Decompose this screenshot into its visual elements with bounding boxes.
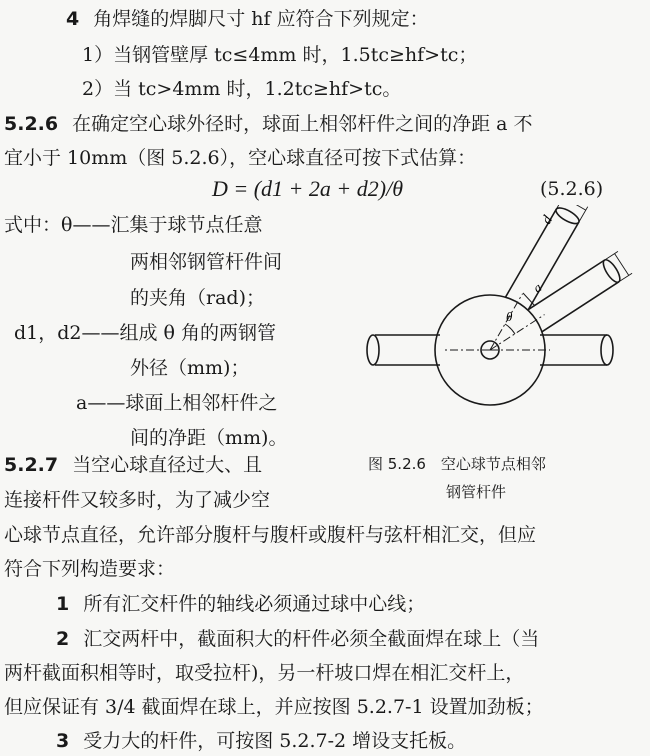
requirement-2-line-2: 两杆截面积相等时，取受拉杆)，另一杆坡口焊在相汇交杆上， bbox=[4, 662, 525, 684]
where-line-7: 间的净距（mm)。 bbox=[130, 427, 288, 449]
requirement-text: 汇交两杆中，截面积大的杆件必须全截面焊在球上（当 bbox=[83, 628, 540, 650]
requirement-number: 2 bbox=[56, 628, 70, 650]
section-5-2-7-line-4: 符合下列构造要求： bbox=[4, 558, 176, 580]
figure-caption-line-1: 图 5.2.6 空心球节点相邻 bbox=[368, 455, 546, 473]
where-line-6: a——球面上相邻杆件之 bbox=[76, 392, 278, 414]
requirement-text: 受力大的杆件，可按图 5.2.7-2 增设支托板。 bbox=[83, 730, 467, 752]
requirement-number: 3 bbox=[56, 730, 70, 752]
clause-4-line bbox=[66, 6, 429, 32]
where-line-4: d1，d2——组成 θ 角的两钢管 bbox=[14, 322, 277, 344]
branch-pipe-1-end bbox=[554, 205, 582, 227]
requirement-2-line-3: 但应保证有 3/4 截面焊在球上，并应按图 5.2.7-1 设置加劲板； bbox=[4, 696, 544, 718]
where-line-2: 两相邻钢管杆件间 bbox=[130, 251, 283, 273]
section-text: 当空心球直径过大、且 bbox=[72, 454, 263, 476]
section-5-2-7-line-2: 连接杆件又较多时，为了减少空 bbox=[4, 489, 271, 511]
section-5-2-7-line-3: 心球节点直径，允许部分腹杆与腹杆或腹杆与弦杆相汇交，但应 bbox=[4, 524, 537, 546]
right-pipe-end bbox=[601, 335, 613, 365]
section-5-2-6-line-2: 宜小于 10mm（图 5.2.6），空心球直径可按下式估算： bbox=[4, 147, 477, 169]
right-pipe bbox=[540, 335, 607, 365]
label-theta: θ bbox=[506, 309, 513, 324]
label-d: d bbox=[539, 213, 556, 227]
requirement-2-line-1 bbox=[56, 626, 539, 652]
figure-caption-line-2: 钢管杆件 bbox=[446, 483, 507, 501]
figure-5-2-6-diagram bbox=[345, 205, 645, 445]
clause-number: 4 bbox=[66, 8, 80, 30]
where-line-3: 的夹角（rad)； bbox=[130, 287, 265, 309]
left-pipe bbox=[375, 335, 440, 365]
requirement-1 bbox=[56, 591, 425, 617]
branch-pipe-1 bbox=[505, 209, 579, 310]
section-5-2-6-line-1 bbox=[4, 111, 533, 137]
clause-4-text: 角焊缝的焊脚尺寸 hf 应符合下列规定： bbox=[93, 8, 429, 30]
section-text: 在确定空心球外径时，球面上相邻杆件之间的净距 a 不 bbox=[72, 113, 533, 135]
left-pipe-end bbox=[367, 335, 379, 365]
requirement-text: 所有汇交杆件的轴线必须通过球中心线； bbox=[83, 593, 426, 615]
where-line-5: 外径（mm)； bbox=[130, 357, 250, 379]
clause-4-item-1: 1）当钢管壁厚 tc≤4mm 时，1.5tc≥hf>tc； bbox=[82, 44, 478, 66]
label-a: a bbox=[530, 279, 545, 296]
section-5-2-7-line-1 bbox=[4, 452, 262, 478]
requirement-3 bbox=[56, 728, 466, 754]
section-number: 5.2.7 bbox=[4, 454, 59, 476]
where-line-1: 式中：θ——汇集于球节点任意 bbox=[4, 214, 263, 236]
clause-4-item-2: 2）当 tc>4mm 时，1.2tc≥hf>tc。 bbox=[82, 78, 402, 100]
section-number: 5.2.6 bbox=[4, 113, 59, 135]
equation-number: (5.2.6) bbox=[540, 178, 604, 200]
requirement-number: 1 bbox=[56, 593, 70, 615]
formula: D = (d1 + 2a + d2)/θ bbox=[212, 176, 403, 201]
